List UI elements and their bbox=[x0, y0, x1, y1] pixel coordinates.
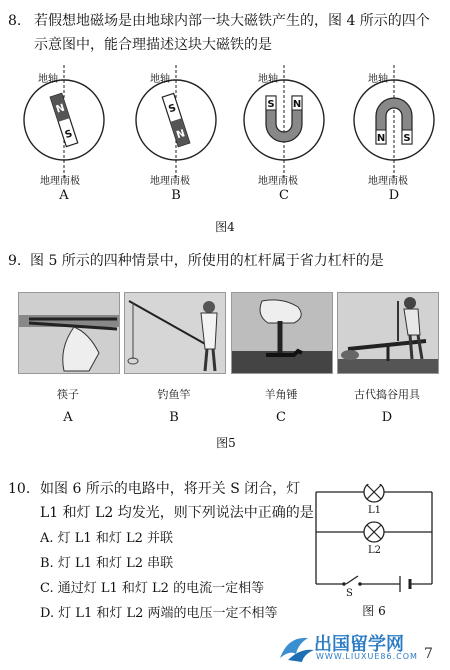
q10-number: 10. bbox=[8, 481, 31, 497]
photo-claw-hammer bbox=[231, 292, 333, 374]
circuit-label-l1: L1 bbox=[368, 505, 382, 516]
svg-text:S: S bbox=[167, 102, 178, 116]
svg-text:S: S bbox=[63, 128, 74, 142]
lamp-l2-icon bbox=[364, 522, 384, 542]
q8-number: 8. bbox=[8, 13, 22, 29]
svg-text:S: S bbox=[267, 99, 275, 110]
axis-label-a: 地轴 bbox=[38, 74, 58, 85]
q10-option-d: D. 灯 L1 和灯 L2 两端的电压一定不相等 bbox=[40, 606, 278, 621]
earth-diagram-c bbox=[244, 65, 324, 178]
pole-label-d: 地理南极 bbox=[368, 176, 408, 187]
photo-chopsticks bbox=[18, 292, 120, 374]
pole-label-c: 地理南极 bbox=[258, 176, 298, 187]
svg-text:N: N bbox=[54, 102, 67, 116]
axis-label-b: 地轴 bbox=[150, 74, 170, 85]
circuit-label-l2: L2 bbox=[368, 545, 382, 556]
q10-option-a: A. 灯 L1 和灯 L2 并联 bbox=[40, 531, 173, 546]
q9-option-c: C bbox=[276, 410, 286, 425]
earth-diagram-b bbox=[136, 65, 216, 178]
q9-option-b: B bbox=[169, 410, 179, 425]
q9-label-a: 筷子 bbox=[57, 388, 79, 401]
watermark-logo bbox=[274, 630, 442, 666]
pole-label-b: 地理南极 bbox=[150, 176, 190, 187]
q8-figure-caption: 图4 bbox=[215, 220, 235, 234]
q9-label-c: 羊角锤 bbox=[264, 388, 298, 401]
q9-label-b: 钓鱼竿 bbox=[157, 388, 191, 401]
page-mark: 7 bbox=[424, 646, 433, 662]
q8-line1: 若假想地磁场是由地球内部一块大磁铁产生的，图 4 所示的四个 bbox=[34, 13, 430, 29]
q8-line2: 示意图中，能合理描述这块大磁铁的是 bbox=[34, 37, 272, 53]
axis-label-d: 地轴 bbox=[368, 74, 388, 85]
q9-figure-caption: 图5 bbox=[216, 436, 236, 450]
q10-line1: 如图 6 所示的电路中，将开关 S 闭合，灯 bbox=[40, 481, 301, 497]
earth-diagram-a bbox=[24, 65, 104, 178]
svg-text:N: N bbox=[376, 133, 386, 144]
battery-icon bbox=[400, 576, 410, 592]
q9-label-d: 古代捣谷用具 bbox=[354, 388, 420, 401]
lamp-l1-icon bbox=[364, 484, 384, 502]
q8-option-a: A bbox=[59, 188, 69, 203]
earth-diagram-d bbox=[354, 65, 434, 178]
q10-figure-caption: 图 6 bbox=[362, 604, 386, 618]
photo-fishing-rod bbox=[124, 292, 226, 374]
switch-icon bbox=[342, 582, 346, 586]
axis-label-c: 地轴 bbox=[258, 74, 278, 85]
q8-option-d: D bbox=[388, 188, 400, 203]
q9-number: 9. bbox=[8, 253, 22, 269]
q9-option-a: A bbox=[63, 410, 73, 425]
q8-option-b: B bbox=[171, 188, 181, 203]
circuit-diagram bbox=[308, 484, 440, 594]
photo-grain-pounder bbox=[337, 292, 439, 374]
circuit-label-switch: S bbox=[346, 588, 353, 599]
watermark-url: WWW.LIUXUE86.COM bbox=[316, 652, 418, 661]
q10-option-b: B. 灯 L1 和灯 L2 串联 bbox=[40, 556, 174, 571]
pole-label-a: 地理南极 bbox=[40, 176, 80, 187]
q8-option-c: C bbox=[279, 188, 289, 203]
q10-option-c: C. 通过灯 L1 和灯 L2 的电流一定相等 bbox=[40, 581, 265, 596]
svg-text:S: S bbox=[403, 133, 411, 144]
svg-text:N: N bbox=[175, 128, 187, 142]
q10-line2: L1 和灯 L2 均发光，则下列说法中正确的是 bbox=[40, 505, 314, 521]
svg-text:N: N bbox=[292, 99, 302, 110]
q9-option-d: D bbox=[381, 410, 393, 425]
q9-text: 图 5 所示的四种情景中，所使用的杠杆属于省力杠杆的是 bbox=[30, 253, 384, 269]
watermark-text: 出国留学网 bbox=[314, 634, 404, 655]
